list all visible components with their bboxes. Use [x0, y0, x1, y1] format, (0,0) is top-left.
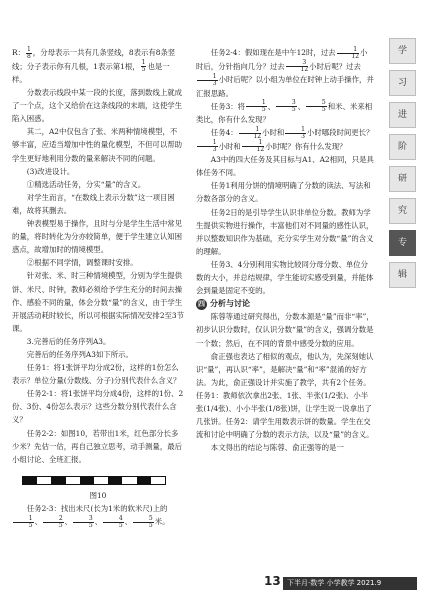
fraction: $\frac{1}{5}$ — [13, 516, 34, 529]
left-column — [12, 46, 184, 529]
fraction: $\frac{3}{12}$ — [286, 60, 308, 73]
paragraph: 俞正强也表达了相似的观点，他认为，先深刻她认识“量”，再认识“率”，是解决“量”和“率”混淆的好方法。为此，俞正强设计并实施了教学，共有2个任务。任务1：教师依次拿出2张、1张、半张(1/2张)、小半张(1/4张)、小小半张(1/8张)饼，让学生说一说拿出了几张饼。任务2：请学生用数表示饼的数量。学生在交流和讨论中明确了分数的表示方法，以及“量”的含义。 — [196, 351, 374, 440]
paragraph: ②根据不同学情，调整课时安排。 — [26, 258, 138, 268]
sidebar-tab[interactable]: 研 — [389, 166, 416, 192]
paragraph: 钟表模型易于操作，且时与分是学生生活中常见的量，将时转化为分亦较简单，便于学生建立认知困惑点，故增加时的情境模型。 — [12, 219, 183, 255]
fraction: $\frac{4}{5}$ — [103, 516, 124, 529]
fraction: $\frac{1}{12}$ — [337, 47, 359, 60]
paragraph: A3中的四大任务及其目标与A1、A2相同，只是具体任务不同。 — [196, 155, 374, 178]
task-2-2: 任务2-2：如图10，若带出1米，红色部分长多少米？先估一估，再自己独立思考，动手测量，最后小组讨论、全班汇报。 — [12, 428, 182, 464]
figure-caption: 图10 — [89, 490, 107, 500]
sidebar-tab-active[interactable]: 专 — [389, 230, 416, 256]
task-2-4: 任务2-4：假如现在是中午12时，过去 $\frac{1}{12}$ 小时后，分针指向几分？过去 $\frac{3}{12}$ 小时后呢？过去 $\frac{1}{3}$ 小时后呢？以小组为单位在时钟上动手操作，并汇报思路。 — [196, 45, 374, 98]
sidebar-tab[interactable]: 辑 — [389, 262, 416, 288]
paragraph: R： $\frac{1}{8}$ ，分母表示一共有几条竖线，8表示有8条竖线；分子表示你有几根，1表示第1根， $\frac{1}{5}$ 也是一样。 — [12, 45, 176, 84]
paragraph: 其二，A2中仅包含了张、米两种情境模型，不够丰富，应适当增加中性的量化模型，不但可以帮助学生更好地利用分数的量来解决不同的问题。 — [12, 127, 182, 163]
figure-10-ruler — [22, 476, 166, 485]
paragraph: 针对张、米、时三种情境模型，分别为学生提供饼、米尺、时钟，教师必须给予学生充分的时间去操作、感验不同的量，体会分数“量”的含义，由于学生开展活动耗时较长，所以可根据实际情况安排2至3节课。 — [12, 271, 185, 333]
paragraph: 分数表示线段中某一段的长度，落到数线上就成了一个点，这个又给价在这条线段的末端，这使学生陷入困惑。 — [12, 88, 183, 124]
fraction: $\frac{3}{5}$ — [276, 100, 297, 113]
fraction: $\frac{3}{5}$ — [73, 516, 94, 529]
paragraph: 完善后的任务序列A3如下所示。 — [26, 349, 133, 359]
paragraph: (3)改进设计。 — [26, 166, 75, 176]
sidebar-tab[interactable]: 进 — [389, 102, 416, 128]
section-heading: 四 分析与讨论 — [198, 299, 250, 309]
task-2-1: 任务2-1：将1张饼平均分成4份，这样的1份、2份、3份、4份怎么表示？这些分数分别代表什么含义？ — [12, 389, 184, 425]
journal-banner: 下半月·数学 小学教学 2021.9 — [283, 577, 417, 590]
fraction: $\frac{1}{5}$ — [246, 100, 267, 113]
page-number: 13 — [264, 574, 281, 588]
paragraph: 任务3、4分别利用实物比较同分母分数、单位分数的大小，并总结规律，学生能切实感受到量，并能体会到量是固定不变的。 — [196, 259, 374, 296]
paragraph: ①精选活动任务，分实“量”的含义。 — [26, 179, 146, 189]
fraction: $\frac{1}{3}$ — [285, 127, 306, 140]
fraction: $\frac{2}{5}$ — [43, 516, 64, 529]
paragraph: 3.完善后的任务序列A3。 — [26, 336, 111, 346]
fraction: $\frac{1}{3}$ — [197, 74, 218, 87]
fraction: $\frac{1}{5}$ — [141, 59, 146, 73]
fraction: $\frac{1}{12}$ — [242, 140, 264, 153]
sidebar-tab[interactable]: 阶 — [389, 134, 416, 160]
sidebar-tabs — [389, 38, 416, 294]
paragraph: 陈蓉等通过研究得出，分数本源是“量”而非“率”，初步认识分数时，仅认识分数“量”的含义，强调分数是一个数；然后，在不同的背景中感受分数的应用。 — [196, 312, 374, 348]
fraction: $\frac{5}{5}$ — [306, 100, 327, 113]
fraction: $\frac{1}{3}$ — [197, 140, 218, 153]
sidebar-tab[interactable]: 习 — [389, 70, 416, 96]
page-footer — [0, 574, 427, 594]
sidebar-tab[interactable]: 究 — [389, 198, 416, 224]
fraction: $\frac{5}{5}$ — [133, 516, 154, 529]
paragraph: 本文得出的结论与陈蓉、俞正强等的是一 — [210, 443, 344, 453]
section-number-badge: 四 — [198, 300, 205, 309]
task-4: 任务4： $\frac{1}{12}$ 小时和 $\frac{1}{3}$ 小时哪段时间更长？ $\frac{1}{3}$ 小时和 $\frac{1}{12}$ 小时呢？你有什么发现？ — [196, 126, 374, 153]
task-3: 任务3：将 $\frac{1}{5}$ 、 $\frac{3}{5}$ 、 $\frac{5}{5}$ 和米、米来相类比，你有什么发现？ — [196, 99, 373, 125]
task-1: 任务1：将1张饼平均分成2份，这样的1份怎么表示？单位分量(分数线、分子)分别代表什么含义？ — [12, 363, 181, 386]
paragraph: 任务2日的是引导学生认识非单位分数。教师为学生提供实物进行操作，丰富他们对不同量的感性认识，并以整数知识作为基础，充分实学生对分数“量”的含义的理解。 — [196, 207, 374, 256]
task-2-3: 任务2-3：找出未尺(长为1米的软米尺)上的 $\frac{1}{5}$ 、 $\frac{2}{5}$ 、 $\frac{3}{5}$ 、 $\frac{4}{5}$ 、 $\frac{5}{5}$ 米。 — [12, 502, 184, 529]
sidebar-tab[interactable]: 学 — [389, 38, 416, 64]
fraction: $\frac{1}{8}$ — [26, 45, 31, 60]
paragraph: 对学生而言，“在数线上表示分数”这一项目困难，故将其删去。 — [12, 192, 175, 215]
paragraph: 任务1利用分饼的情境明确了分数的读法、写法和分数各部分的含义。 — [196, 181, 371, 204]
right-column — [196, 46, 374, 454]
fraction: $\frac{1}{12}$ — [239, 127, 261, 140]
